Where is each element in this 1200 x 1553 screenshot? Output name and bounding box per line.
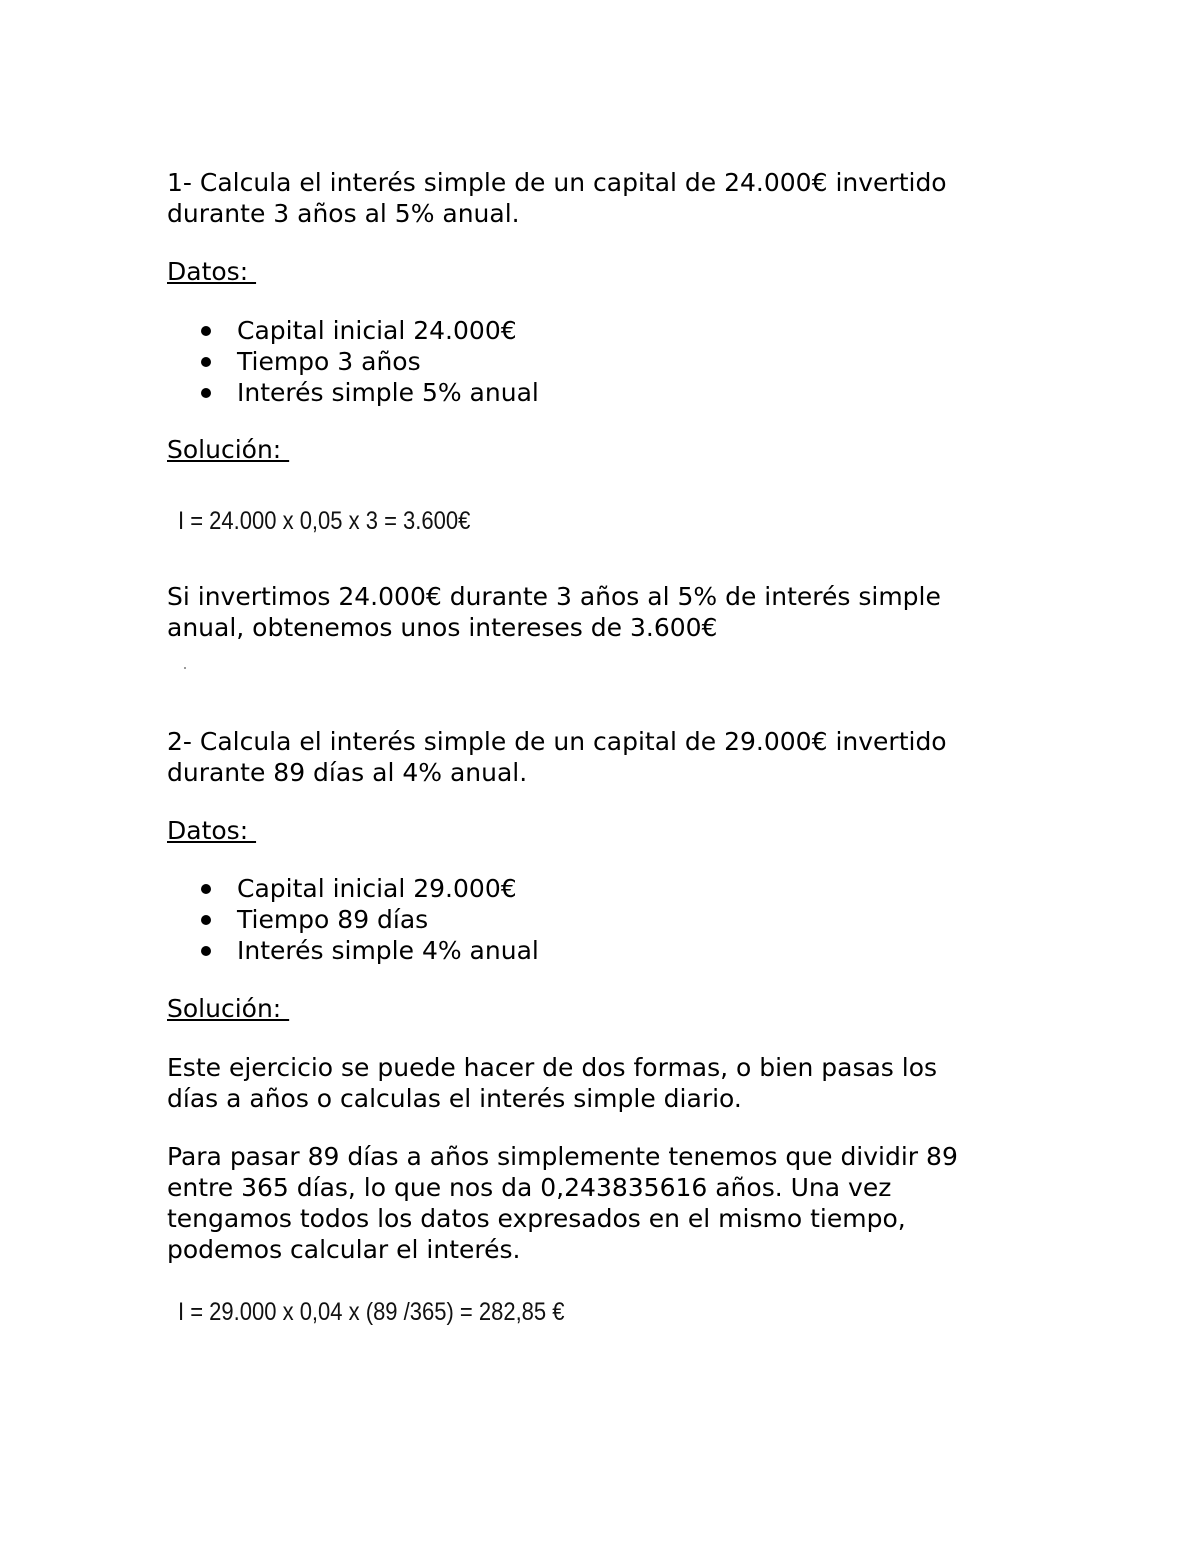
exercise2-statement-line1: 2- Calcula el interés simple de un capital de 29.000€ invertido <box>167 727 947 756</box>
exercise2-paragraph1-line2: días a años o calculas el interés simple diario. <box>167 1084 742 1113</box>
exercise2-statement-line2: durante 89 días al 4% anual. <box>167 758 528 787</box>
list-item <box>167 315 539 346</box>
exercise1-conclusion-line1: Si invertimos 24.000€ durante 3 años al 5% de interés simple <box>167 582 941 611</box>
list-item <box>167 346 539 377</box>
list-item <box>167 873 539 904</box>
exercise1-conclusion-line2: anual, obtenemos unos intereses de 3.600€ <box>167 613 718 642</box>
bullet-icon <box>201 326 211 336</box>
exercise2-datos-list <box>167 873 539 966</box>
list-item-text: Tiempo 89 días <box>237 905 429 934</box>
bullet-icon <box>201 915 211 925</box>
exercise1-formula-image: I = 24.000 x 0,05 x 3 = 3.600€ <box>178 507 471 535</box>
exercise2-paragraph2-line4: podemos calcular el interés. <box>167 1235 521 1264</box>
exercise2-formula-image: I = 29.000 x 0,04 x (89 /365) = 282,85 € <box>178 1298 565 1326</box>
bullet-icon <box>201 357 211 367</box>
exercise1-statement-line1: 1- Calcula el interés simple de un capital de 24.000€ invertido <box>167 168 947 197</box>
list-item-text: Capital inicial 24.000€ <box>237 316 517 345</box>
list-item-text: Interés simple 5% anual <box>237 378 539 407</box>
exercise2-paragraph2-line3: tengamos todos los datos expresados en el mismo tiempo, <box>167 1204 906 1233</box>
exercise1-solucion-heading: Solución: <box>167 435 290 464</box>
bullet-icon <box>201 946 211 956</box>
exercise1-statement-line2: durante 3 años al 5% anual. <box>167 199 520 228</box>
exercise2-solucion-heading: Solución: <box>167 994 290 1023</box>
list-item <box>167 377 539 408</box>
bullet-icon <box>201 884 211 894</box>
exercise1-datos-list <box>167 315 539 408</box>
exercise2-paragraph2-line2: entre 365 días, lo que nos da 0,243835616 años. Una vez <box>167 1173 892 1202</box>
list-item-text: Interés simple 4% anual <box>237 936 539 965</box>
exercise2-paragraph2-line1: Para pasar 89 días a años simplemente tenemos que dividir 89 <box>167 1142 958 1171</box>
list-item <box>167 935 539 966</box>
exercise2-paragraph1-line1: Este ejercicio se puede hacer de dos formas, o bien pasas los <box>167 1053 938 1082</box>
list-item <box>167 904 539 935</box>
image-placeholder-dot <box>184 667 186 669</box>
list-item-text: Capital inicial 29.000€ <box>237 874 517 903</box>
exercise1-datos-heading: Datos: <box>167 257 257 286</box>
exercise2-datos-heading: Datos: <box>167 816 257 845</box>
list-item-text: Tiempo 3 años <box>237 347 421 376</box>
bullet-icon <box>201 388 211 398</box>
